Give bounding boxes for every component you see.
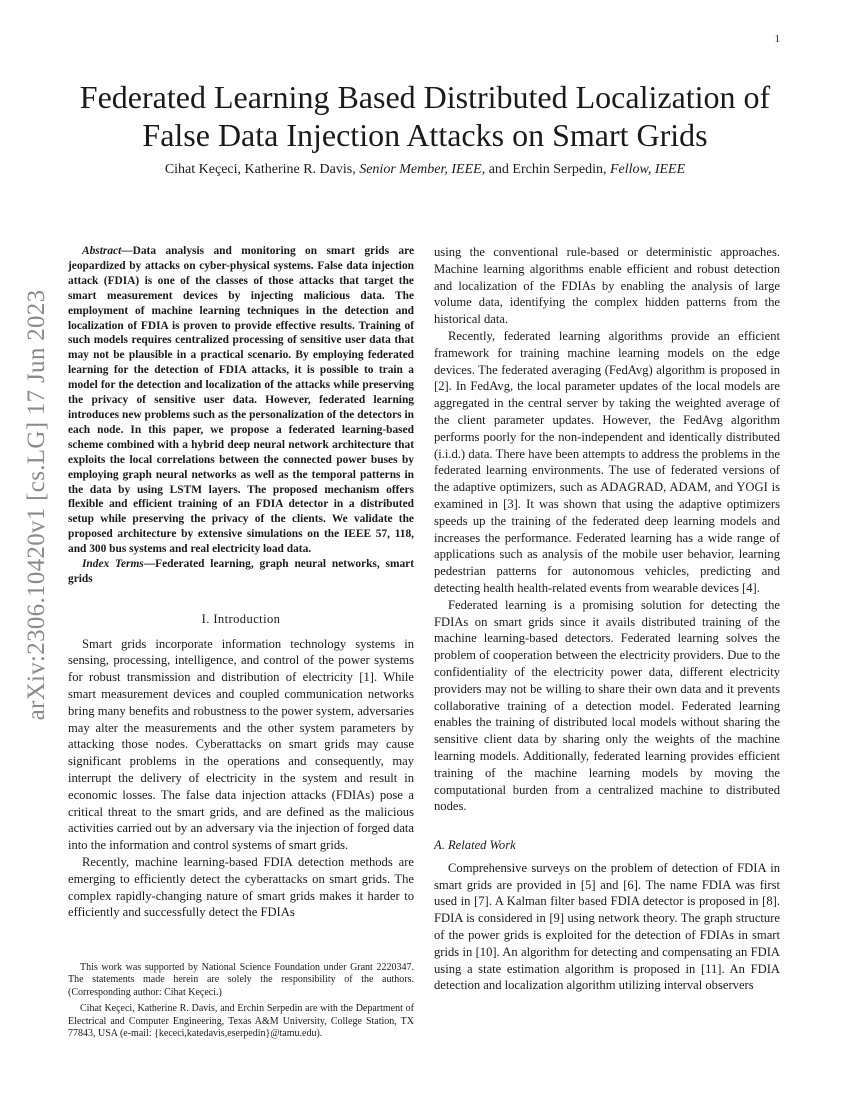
author-line [60,162,790,178]
subsection-heading-related-work: A. Related Work [434,838,516,853]
paragraph: using the conventional rule-based or deterministic approaches. Machine learning algorithms enable efficient and robust detection and localization of the FDIAs by enabling the analysis of large volume data, identifying the complex hidden patterns from the historical data. [434,245,780,327]
index-terms-label: Index Terms [82,558,144,571]
arxiv-id[interactable]: arXiv:2306.10420v1 [cs.LG] 17 Jun 2023 [23,289,50,721]
abstract-text: —Data analysis and monitoring on smart grids are jeopardized by attacks on cyber-physical systems. False data injection attack (FDIA) is one of the classes of those attacks that target the smart measurement devices by injecting malicious data. The employment of machine learning techniques in the detection and localization of FDIA is proven to provide effective results. Training of such models requires centralized processing of sensitive user data that may not be plausible in a practical scenario. By employing federated learning for the detection of FDIA attacks, it is possible to train a model for the detection and localization of the attacks while preserving the privacy of sensitive user data. However, federated learning introduces new problems such as the personalization of the detectors in each node. In this paper, we propose a federated learning-based scheme combined with a hybrid deep neural network architecture that exploits the local correlations between the connected power buses by employing graph neural networks as well as the temporal patterns in the data by using LSTM layers. The proposed mechanism offers flexible and efficient training of an FDIA detector in a distributed setup while preserving the privacy of the clients. We validate the proposed architecture by extensive simulations on the IEEE 57, 118, and 300 bus systems and real electricity load data. [68,245,414,556]
footnotes [68,962,414,1040]
right-column [434,244,780,994]
author-names-2: , and Erchin Serpedin, [481,162,610,177]
paragraph: Recently, machine learning-based FDIA detection methods are emerging to efficiently detect the cyberattacks on smart grids. The complex rapidly-changing nature of smart grids makes it harder to efficiently and successfully detect the FDIAs [68,855,414,920]
index-terms [68,557,414,587]
index-terms-text: —Federated learning, graph neural networks, smart grids [68,558,414,585]
paragraph: Recently, federated learning algorithms provide an efficient framework for training machine learning models on the edge devices. The federated averaging (FedAvg) algorithm is proposed in [2]. In FedAvg, the local parameter updates of the local models are aggregated in the central server by taking the weighted average of the client parameter updates. However, the FedAvg algorithm performs poorly for the non-independent and identically distributed (i.i.d.) data. There have been attempts to address the problems in the federated learning environments. The use of federated versions of the adaptive optimizers, such as ADAGRAD, ADAM, and YOGI is examined in [3]. It was shown that using the adaptive optimizers speeds up the training of the federated deep learning models and increases the performance. Federated learning has a wide range of applications such as analysis of the mobile user behavior, learning pedestrian patterns for autonomous vehicles, predicting and detecting health health-related events from wearable devices [4]. [434,328,780,595]
author-names: Cihat Keçeci, Katherine R. Davis, [164,162,360,177]
paragraph: Smart grids incorporate information technology systems in sensing, processing, intelligence, and control of the power systems for robust transmission and distribution of electricity [1]. While smart measurement devices and coupled communication networks bring many benefits and robustness to the power system, adversaries may alter the measurements and the other system parameters by attacking those nodes. Cyberattacks on smart grids may cause significant problems in the operations and consequently, may interrupt the delivery of electricity in the system and result in economic losses. The false data injection attacks (FDIAs) pose a critical threat to the smart grids, and are defined as the malicious activities carried out by an adversary via the injection of forged data into the information and control systems of smart grids. [68,636,414,853]
author-role-1: Senior Member, IEEE [359,162,482,177]
paragraph: Comprehensive surveys on the problem of detection of FDIA in smart grids are provided in [5] and [6]. The name FDIA was first used in [7]. A Kalman filter based FDIA detector is proposed in [8]. FDIA is considered in [9] using network theory. The graph structure of the power grids is exploited for the detection of FDIAs in smart grids in [10]. An algorithm for detecting and compensating an FDIA using a state estimation algorithm is proposed in [11]. An FDIA detection and localization algorithm utilizing interval observers [434,860,780,993]
section-heading-introduction: I. Introduction [201,611,281,626]
author-role-2: Fellow, IEEE [609,162,686,177]
footnote-affiliation: Cihat Keçeci, Katherine R. Davis, and Erchin Serpedin are with the Department of Electrical and Computer Engineering, Texas A&M University, College Station, TX 77843, USA (e-mail: {kececi,katedavis,eserpedin}@tamu.edu). [68,1003,414,1040]
left-column [68,244,414,921]
page-number: 1 [774,33,780,45]
abstract-label: Abstract [82,245,122,257]
paragraph: Federated learning is a promising solution for detecting the FDIAs on smart grids since it avails distributed training of the machine learning-based detectors. Federated learning solves the problem of cooperation between the electricity providers. Due to the confidentiality of the electricity power data, different electricity providers may not be willing to share their own data and it prevents collaborative training of a detection model. Federated learning enables the training of distributed local models without sharing the sensitive client data by sharing only the weights of the machine learning models. Additionally, federated learning provides efficient training of the machine learning models by moving the computational burden from a centralized machine to distributed nodes. [434,597,780,814]
paper-title: Federated Learning Based Distributed Localization of False Data Injection Attacks on Smart Grids [79,79,771,153]
footnote-funding: This work was supported by National Science Foundation under Grant 2220347. The statements made herein are solely the responsibility of the authors. (Corresponding author: Cihat Keçeci.) [68,962,414,998]
abstract [68,244,414,557]
